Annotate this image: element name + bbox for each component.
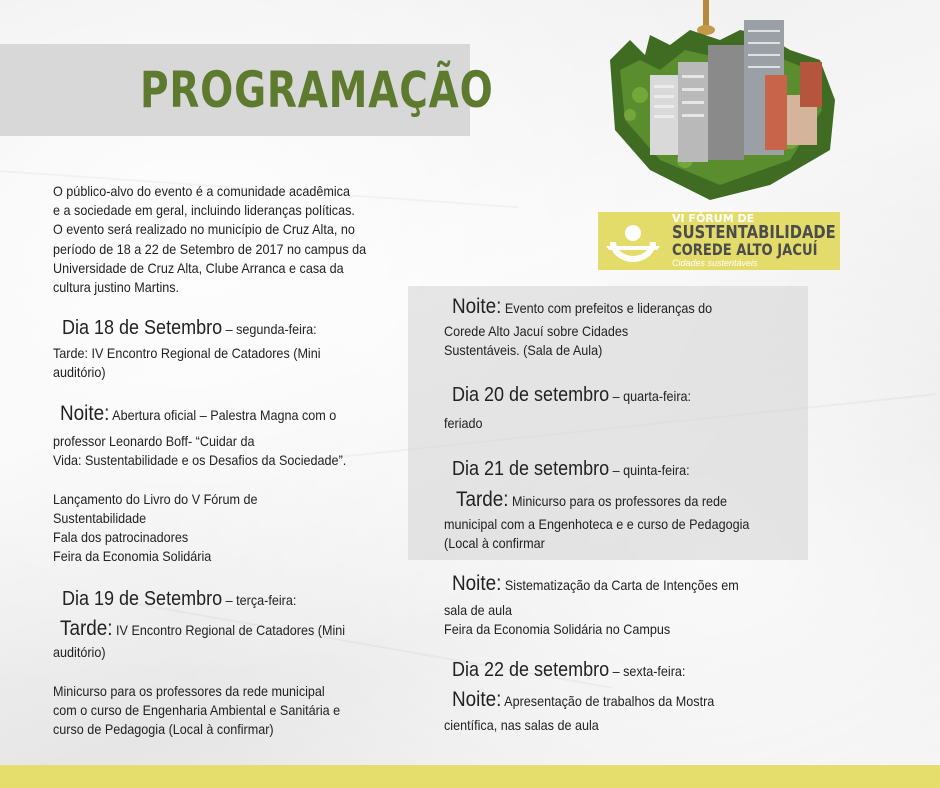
tarde-label: Tarde: <box>456 488 509 511</box>
day21-weekday: – quinta-feira: <box>609 462 690 478</box>
day19-heading <box>62 590 296 610</box>
day18-extra: Fala dos patrocinadores <box>53 529 189 545</box>
day22-noite-line: Apresentação de trabalhos da Mostra <box>501 693 715 709</box>
noite-label: Noite: <box>452 295 502 318</box>
forum-emblem-icon <box>602 216 664 266</box>
logo-line-4: Cidades sustentáveis <box>672 258 758 268</box>
tarde-label: Tarde: <box>60 617 113 640</box>
day19-noite-line: Evento com prefeitos e lideranças do <box>501 300 713 316</box>
day21-tarde-line: Minicurso para os professores da rede <box>508 493 728 509</box>
logo-line-1: VI FÓRUM DE <box>672 212 755 225</box>
day21-tarde-line: municipal com a Engenhoteca e e curso de Pedagogia <box>444 516 750 532</box>
intro-line: período de 18 a 22 de Setembro de 2017 no campus da <box>53 241 367 257</box>
day18-extra: Feira da Economia Solidária <box>53 548 212 564</box>
day20-heading <box>452 386 691 406</box>
intro-line: O público-alvo do evento é a comunidade acadêmica <box>53 183 350 199</box>
day19-weekday: – terça-feira: <box>222 592 297 608</box>
day19-tarde-line: IV Encontro Regional de Catadores (Mini <box>112 622 346 638</box>
day20-weekday: – quarta-feira: <box>609 388 692 404</box>
day18-weekday: – segunda-feira: <box>222 321 317 337</box>
logo-line-3: COREDE ALTO JACUÍ <box>672 240 818 259</box>
day22-noite <box>452 690 714 711</box>
day19-noite <box>452 297 712 318</box>
day21-tarde <box>456 490 727 511</box>
noite-label: Noite: <box>452 572 502 595</box>
day18-extra: Lançamento do Livro do V Fórum de <box>53 491 258 507</box>
day21-noite-line: Sistematização da Carta de Intenções em <box>501 577 739 593</box>
intro-line: O evento será realizado no município de Cruz Alta, no <box>53 221 355 237</box>
day22-heading <box>452 661 685 681</box>
day22-noite-line: científica, nas salas de aula <box>444 717 599 733</box>
day18-noite-line: professor Leonardo Boff- “Cuidar da <box>53 433 255 449</box>
bottom-accent-bar <box>0 765 940 788</box>
day18-extra: Sustentabilidade <box>53 510 147 526</box>
day18-noite-line: Abertura oficial – Palestra Magna com o <box>109 407 337 423</box>
day21-tarde-line: (Local à confirmar <box>444 535 545 551</box>
day18-noite <box>60 404 336 425</box>
day19-noite-line: Sustentáveis. (Sala de Aula) <box>444 342 603 358</box>
day20-date: Dia 20 de setembro <box>452 384 610 406</box>
day19-noite-line: Corede Alto Jacuí sobre Cidades <box>444 323 629 339</box>
day19-date: Dia 19 de Setembro <box>62 588 223 610</box>
city-plant-illustration <box>590 0 850 210</box>
day21-heading <box>452 460 690 480</box>
noite-label: Noite: <box>60 402 110 425</box>
day18-tarde: Tarde: IV Encontro Regional de Catadores (Mini <box>53 345 321 361</box>
page-title: PROGRAMAÇÃO <box>140 61 494 119</box>
day22-weekday: – sexta-feira: <box>609 663 686 679</box>
day19-extra: curso de Pedagogia (Local à confirmar) <box>53 721 274 737</box>
day19-tarde-line: auditório) <box>53 644 106 660</box>
logo-line-2: SUSTENTABILIDADE <box>672 222 836 243</box>
day21-noite <box>452 574 739 595</box>
noite-label: Noite: <box>452 688 502 711</box>
day18-tarde: auditório) <box>53 364 106 380</box>
day21-noite-line: Feira da Economia Solidária no Campus <box>444 621 671 637</box>
day19-extra: com o curso de Engenharia Ambiental e Sanitária e <box>53 702 341 718</box>
day21-noite-line: sala de aula <box>444 602 512 618</box>
day18-heading <box>62 319 317 339</box>
day22-date: Dia 22 de setembro <box>452 659 610 681</box>
day18-noite-line: Vida: Sustentabilidade e os Desafios da Sociedade”. <box>53 452 347 468</box>
day19-tarde <box>60 619 345 640</box>
day21-date: Dia 21 de setembro <box>452 458 610 480</box>
intro-line: cultura justino Martins. <box>53 279 180 295</box>
day20-note: feriado <box>444 415 483 431</box>
intro-line: Universidade de Cruz Alta, Clube Arranca e casa da <box>53 260 344 276</box>
day18-date: Dia 18 de Setembro <box>62 317 223 339</box>
day19-extra: Minicurso para os professores da rede municipal <box>53 683 325 699</box>
intro-line: e a sociedade em geral, incluindo lideranças políticas. <box>53 202 355 218</box>
